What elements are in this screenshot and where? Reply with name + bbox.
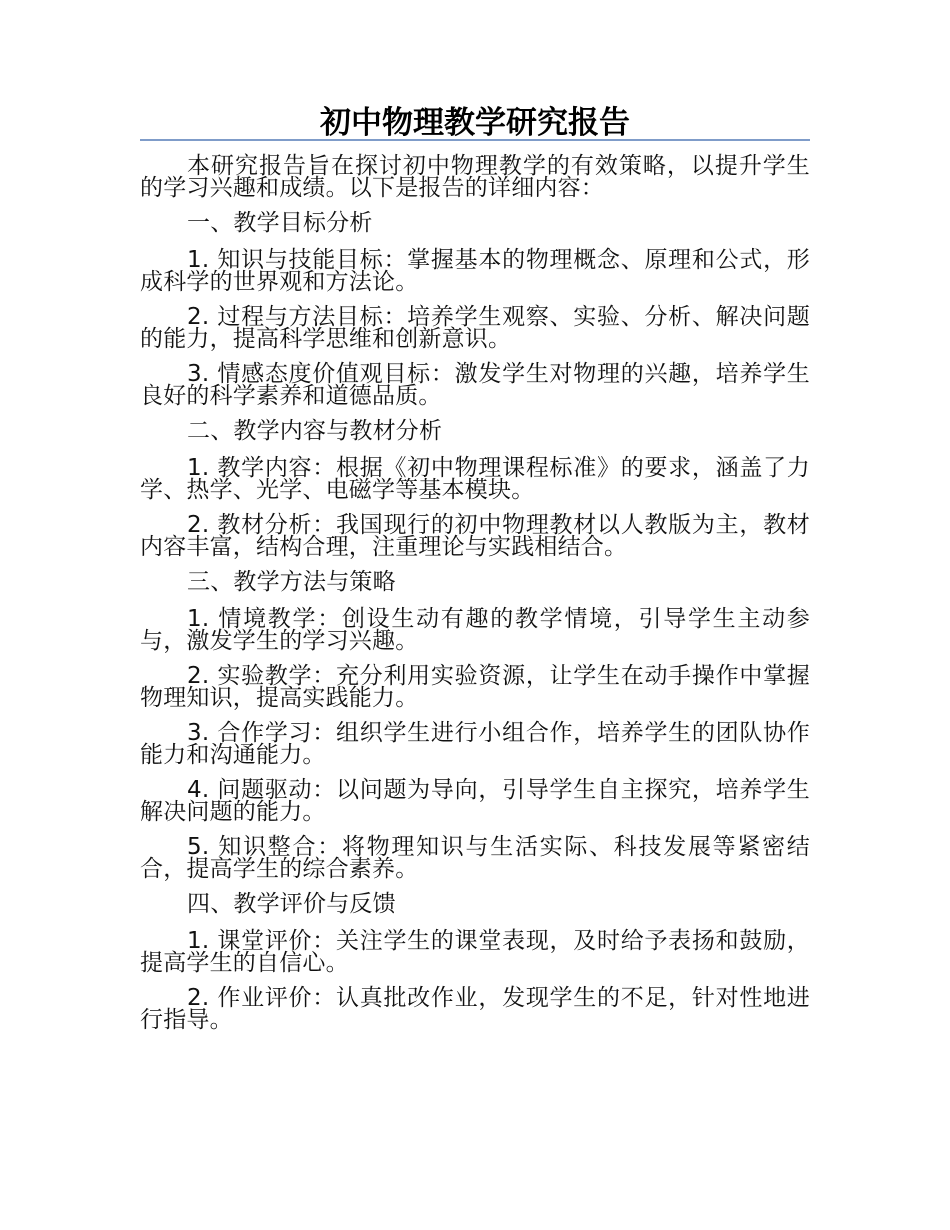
list-item: 3. 情感态度价值观目标：激发学生对物理的兴趣，培养学生良好的科学素养和道德品质。 — [140, 361, 810, 409]
list-item: 5. 知识整合：将物理知识与生活实际、科技发展等紧密结合，提高学生的综合素养。 — [140, 834, 810, 882]
list-item: 2. 作业评价：认真批改作业，发现学生的不足，针对性地进行指导。 — [140, 985, 810, 1033]
document-body — [140, 155, 810, 1044]
intro-paragraph: 本研究报告旨在探讨初中物理教学的有效策略，以提升学生的学习兴趣和成绩。以下是报告的详细内容： — [140, 153, 810, 201]
title-underline — [140, 139, 810, 141]
list-item: 2. 教材分析：我国现行的初中物理教材以人教版为主，教材内容丰富，结构合理，注重理论与实践相结合。 — [140, 512, 810, 560]
section-heading-methods: 三、教学方法与策略 — [187, 569, 396, 595]
list-item: 2. 过程与方法目标：培养学生观察、实验、分析、解决问题的能力，提高科学思维和创新意识。 — [140, 304, 810, 352]
list-item: 4. 问题驱动：以问题为导向，引导学生自主探究，培养学生解决问题的能力。 — [140, 777, 810, 825]
section-heading-content: 二、教学内容与教材分析 — [187, 418, 443, 444]
list-item: 1. 情境教学：创设生动有趣的教学情境，引导学生主动参与，激发学生的学习兴趣。 — [140, 606, 810, 654]
list-item: 1. 课堂评价：关注学生的课堂表现，及时给予表扬和鼓励，提高学生的自信心。 — [140, 928, 810, 976]
document-title: 初中物理教学研究报告 — [320, 105, 630, 141]
list-item: 1. 知识与技能目标：掌握基本的物理概念、原理和公式，形成科学的世界观和方法论。 — [140, 247, 810, 295]
section-heading-evaluation: 四、教学评价与反馈 — [187, 891, 396, 917]
list-item: 3. 合作学习：组织学生进行小组合作，培养学生的团队协作能力和沟通能力。 — [140, 720, 810, 768]
section-heading-goals: 一、教学目标分析 — [187, 210, 373, 236]
list-item: 1. 教学内容：根据《初中物理课程标准》的要求，涵盖了力学、热学、光学、电磁学等基本模块。 — [140, 455, 810, 503]
list-item: 2. 实验教学：充分利用实验资源，让学生在动手操作中掌握物理知识，提高实践能力。 — [140, 663, 810, 711]
